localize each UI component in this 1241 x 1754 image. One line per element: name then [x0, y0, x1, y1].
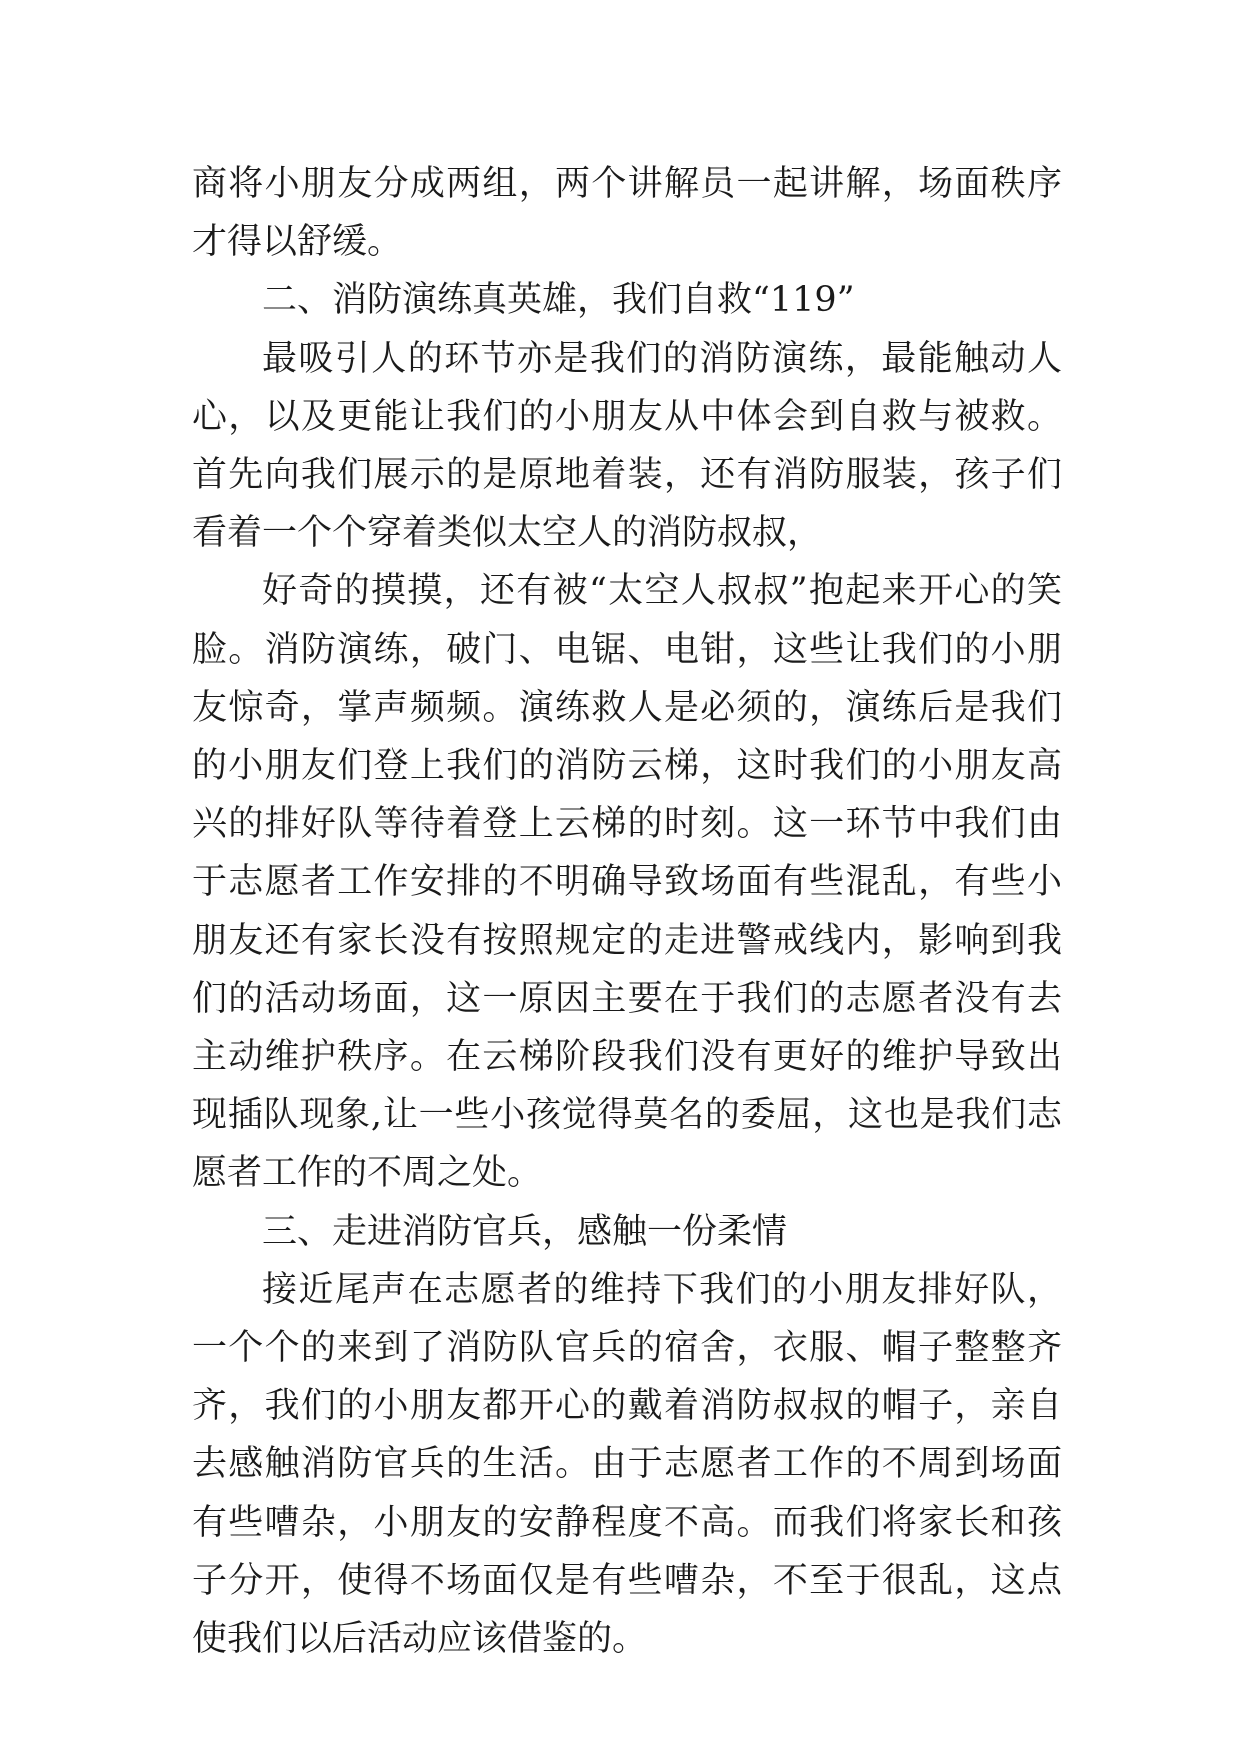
paragraph: 接近尾声在志愿者的维持下我们的小朋友排好队，一个个的来到了消防队官兵的宿舍，衣服、帽子整整齐齐，我们的小朋友都开心的戴着消防叔叔的帽子，亲自去感触消防官兵的生活。由于志愿者工作的不周到场面有些嘈杂，小朋友的安静程度不高。而我们将家长和孩子分开，使得不场面仅是有些嘈杂，不至于很乱，这点使我们以后活动应该借鉴的。: [192, 1269, 1062, 1660]
paragraph-continuation: 商将小朋友分成两组，两个讲解员一起讲解，场面秩序才得以舒缓。: [192, 164, 1062, 263]
section-heading-3: 三、走进消防官兵，感触一份柔情: [262, 1211, 788, 1252]
section-heading-2: 二、消防演练真英雄，我们自救“119”: [262, 280, 855, 321]
paragraph: 好奇的摸摸，还有被“太空人叔叔”抱起来开心的笑脸。消防演练，破门、电锯、电钳，这些让我们的小朋友惊奇，掌声频频。演练救人是必须的，演练后是我们的小朋友们登上我们的消防云梯，这时我们的小朋友高兴的排好队等待着登上云梯的时刻。这一环节中我们由于志愿者工作安排的不明确导致场面有些混乱，有些小朋友还有家长没有按照规定的走进警戒线内，影响到我们的活动场面，这一原因主要在于我们的志愿者没有去主动维护秩序。在云梯阶段我们没有更好的维护导致出现插队现象,让一些小孩觉得莫名的委屈，这也是我们志愿者工作的不周之处。: [192, 571, 1062, 1194]
document-body: [192, 155, 1062, 1668]
paragraph: 最吸引人的环节亦是我们的消防演练，最能触动人心，以及更能让我们的小朋友从中体会到自救与被救。首先向我们展示的是原地着装，还有消防服装，孩子们看着一个个穿着类似太空人的消防叔叔，: [192, 338, 1062, 554]
